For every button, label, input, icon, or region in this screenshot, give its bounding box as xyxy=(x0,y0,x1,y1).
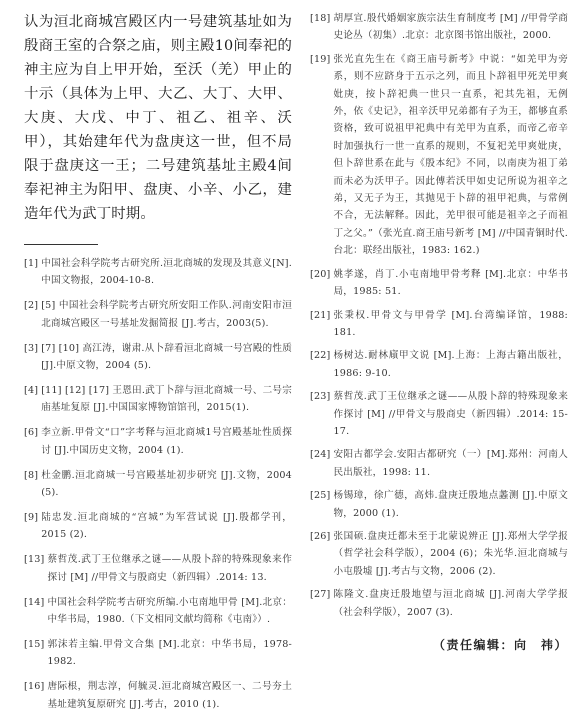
reference-number: [20] xyxy=(310,268,331,280)
body-paragraph: 认为洹北商城宫殿区内一号建筑基址如为殷商王室的合祭之庙，则主殿10间奉祀的神主应为自上甲开始，至沃（羌）甲止的十示（具体为上甲、大乙、大丁、大甲、大庚、大戊、中丁、祖乙、祖辛、沃甲），其始建年代为盘庚这一世，但不局限于盘庚这一王；二号建筑基址主殿4间奉祀神主为阳甲、盘庚、小辛、小乙，建造年代为武丁时期。 xyxy=(24,14,292,222)
reference-text: 杜金鹏.洹北商城一号宫殿基址初步研究 [J].文物，2004 (5). xyxy=(41,469,292,498)
reference-item xyxy=(310,10,568,45)
reference-item xyxy=(24,255,292,290)
reference-item xyxy=(310,266,568,301)
reference-number: [26] xyxy=(310,530,331,542)
reference-list-left xyxy=(24,255,292,713)
reference-text: 胡厚宣.殷代婚姻家族宗法生育制度考 [M] //甲骨学商史论丛（初集）.北京：北京图书馆出版社，2000. xyxy=(333,13,568,42)
reference-item xyxy=(310,487,568,522)
reference-text: 中国社会科学院考古研究所.洹北商城的发现及其意义[N].中国文物报，2004-10-8. xyxy=(41,258,292,287)
reference-number: [9] xyxy=(24,511,39,523)
reference-text: 姚孝遂，肖丁.小屯南地甲骨考释 [M].北京：中华书局，1985: 51. xyxy=(333,268,568,298)
reference-text: 杨锡璋，徐广德，高炜.盘庚迁殷地点蠡测 [J].中原文物，2000 (1). xyxy=(333,490,568,519)
reference-item xyxy=(310,307,568,342)
reference-item xyxy=(310,528,568,580)
reference-text: 蔡哲茂.武丁王位继承之谜——从殷卜辞的特殊现象来作探讨 [M] //甲骨文与殷商史（新四辑）.2014: 13. xyxy=(47,554,292,583)
reference-text: 陈隆文.盘庚迁殷地望与洹北商城 [J].河南大学学报（社会科学版），2007 (3). xyxy=(333,589,568,618)
reference-number: [6] xyxy=(24,427,39,439)
reference-text: [11] [12] [17] 王恩田.武丁卜辞与洹北商城一号、二号宗庙基址复原 [J].中国国家博物馆馆刊，2015(1). xyxy=(41,384,292,414)
reference-item xyxy=(310,347,568,382)
reference-item xyxy=(24,678,292,713)
reference-number: [19] xyxy=(310,53,331,65)
reference-item xyxy=(24,340,292,375)
reference-number: [4] xyxy=(24,384,39,396)
reference-number: [2] xyxy=(24,300,39,312)
reference-number: [8] xyxy=(24,469,39,481)
reference-text: 中国社会科学院考古研究所编.小屯南地甲骨 [M].北京：中华书局，1980.（下文相同文献均简称《屯南》）. xyxy=(47,596,292,625)
reference-text: 郭沫若主编.甲骨文合集 [M].北京：中华书局，1978-1982. xyxy=(47,638,292,668)
reference-number: [23] xyxy=(310,391,331,403)
reference-number: [15] xyxy=(24,638,45,650)
reference-item xyxy=(24,551,292,586)
left-column xyxy=(24,10,292,720)
reference-number: [25] xyxy=(310,490,331,502)
reference-item xyxy=(24,467,292,502)
reference-number: [1] xyxy=(24,258,39,269)
reference-item xyxy=(24,424,292,459)
reference-number: [21] xyxy=(310,309,331,321)
reference-number: [22] xyxy=(310,350,331,362)
reference-text: 陆忠发.洹北商城的“宫城”为军营试说 [J].殷都学刊，2015 (2). xyxy=(41,511,292,541)
reference-number: [13] xyxy=(24,554,45,566)
footnote-divider xyxy=(24,244,98,245)
reference-number: [14] xyxy=(24,596,45,608)
reference-item xyxy=(310,586,568,621)
reference-number: [24] xyxy=(310,449,331,461)
reference-item xyxy=(24,636,292,671)
reference-item xyxy=(310,388,568,440)
reference-item xyxy=(24,509,292,544)
reference-number: [16] xyxy=(24,681,45,693)
reference-item xyxy=(24,594,292,629)
right-column xyxy=(310,10,568,627)
reference-text: 张国硕.盘庚迁都未至于北蒙说辨正 [J].郑州大学学报（哲学社会科学版），2004 (6)；朱光华.洹北商城与小屯殷墟 [J].考古与文物，2006 (2). xyxy=(333,530,568,577)
reference-text: 安阳古都学会.安阳古都研究（一）[M].郑州：河南人民出版社，1998: 11. xyxy=(333,449,568,478)
reference-text: 李立新.甲骨文“口”字考释与洹北商城1号宫殿基址性质探讨 [J].中国历史文物，2004 (1). xyxy=(41,427,292,456)
reference-text: [7] [10] 高江涛，谢肃.从卜辞看洹北商城一号宫殿的性质 [J].中原文物，2004 (5). xyxy=(41,342,292,372)
reference-number: [27] xyxy=(310,589,331,601)
reference-text: 蔡哲茂.武丁王位继承之谜——从殷卜辞的特殊现象来作探讨 [M] //甲骨文与殷商史（新四辑）.2014: 15-17. xyxy=(333,391,568,437)
reference-number: [3] xyxy=(24,342,39,354)
reference-item xyxy=(310,51,568,260)
reference-text: 杨树达.耐林廎甲文说 [M].上海：上海古籍出版社，1986: 9-10. xyxy=(333,350,568,379)
reference-item xyxy=(24,297,292,332)
reference-text: 张秉权.甲骨文与甲骨学 [M].台湾编译馆，1988: 181. xyxy=(333,309,568,338)
reference-item xyxy=(24,382,292,417)
reference-text: 张光直先生在《商王庙号新考》中说：“如羌甲为旁系，则不应跻身于五示之列，而且卜辞祖甲死羌甲爽妣庚，按卜辞祀典一世只一直系，祀其先祖，无例外，依《史记》，祖辛沃甲兄弟都有子为王，都够直系资格，致可说祖甲祀典中有羌甲为直系，而帝乙帝辛时加强执行一世一直系的规则，不复祀羌甲爽妣庚，但卜辞世系在此与《殷本纪》不同，以南庚为祖丁弟而未必为沃甲子。因此傅若沃甲如史记所说为祖辛之弟，又无子为王，其抛见于卜辞的祖甲祀典，与常例不合，无法解释。因此，羌甲很可能是祖辛之子而祖丁之父。”（张光直.商王庙号新考 [M] //中国青铜时代.台北：联经出版社，1983: 162.) xyxy=(333,53,568,257)
reference-item xyxy=(310,446,568,481)
reference-text: [5] 中国社会科学院考古研究所安阳工作队.河南安阳市洹北商城宫殿区一号基址发掘简报 [J].考古，2003(5). xyxy=(41,300,292,329)
reference-number: [18] xyxy=(310,13,331,24)
reference-text: 唐际根，荆志淳，何毓灵.洹北商城宫殿区一、二号夯土基址建筑复原研究 [J].考古，2010 (1). xyxy=(47,681,292,710)
responsible-editor: （责任编辑：向 祎） xyxy=(432,638,568,652)
reference-list-right xyxy=(310,10,568,621)
